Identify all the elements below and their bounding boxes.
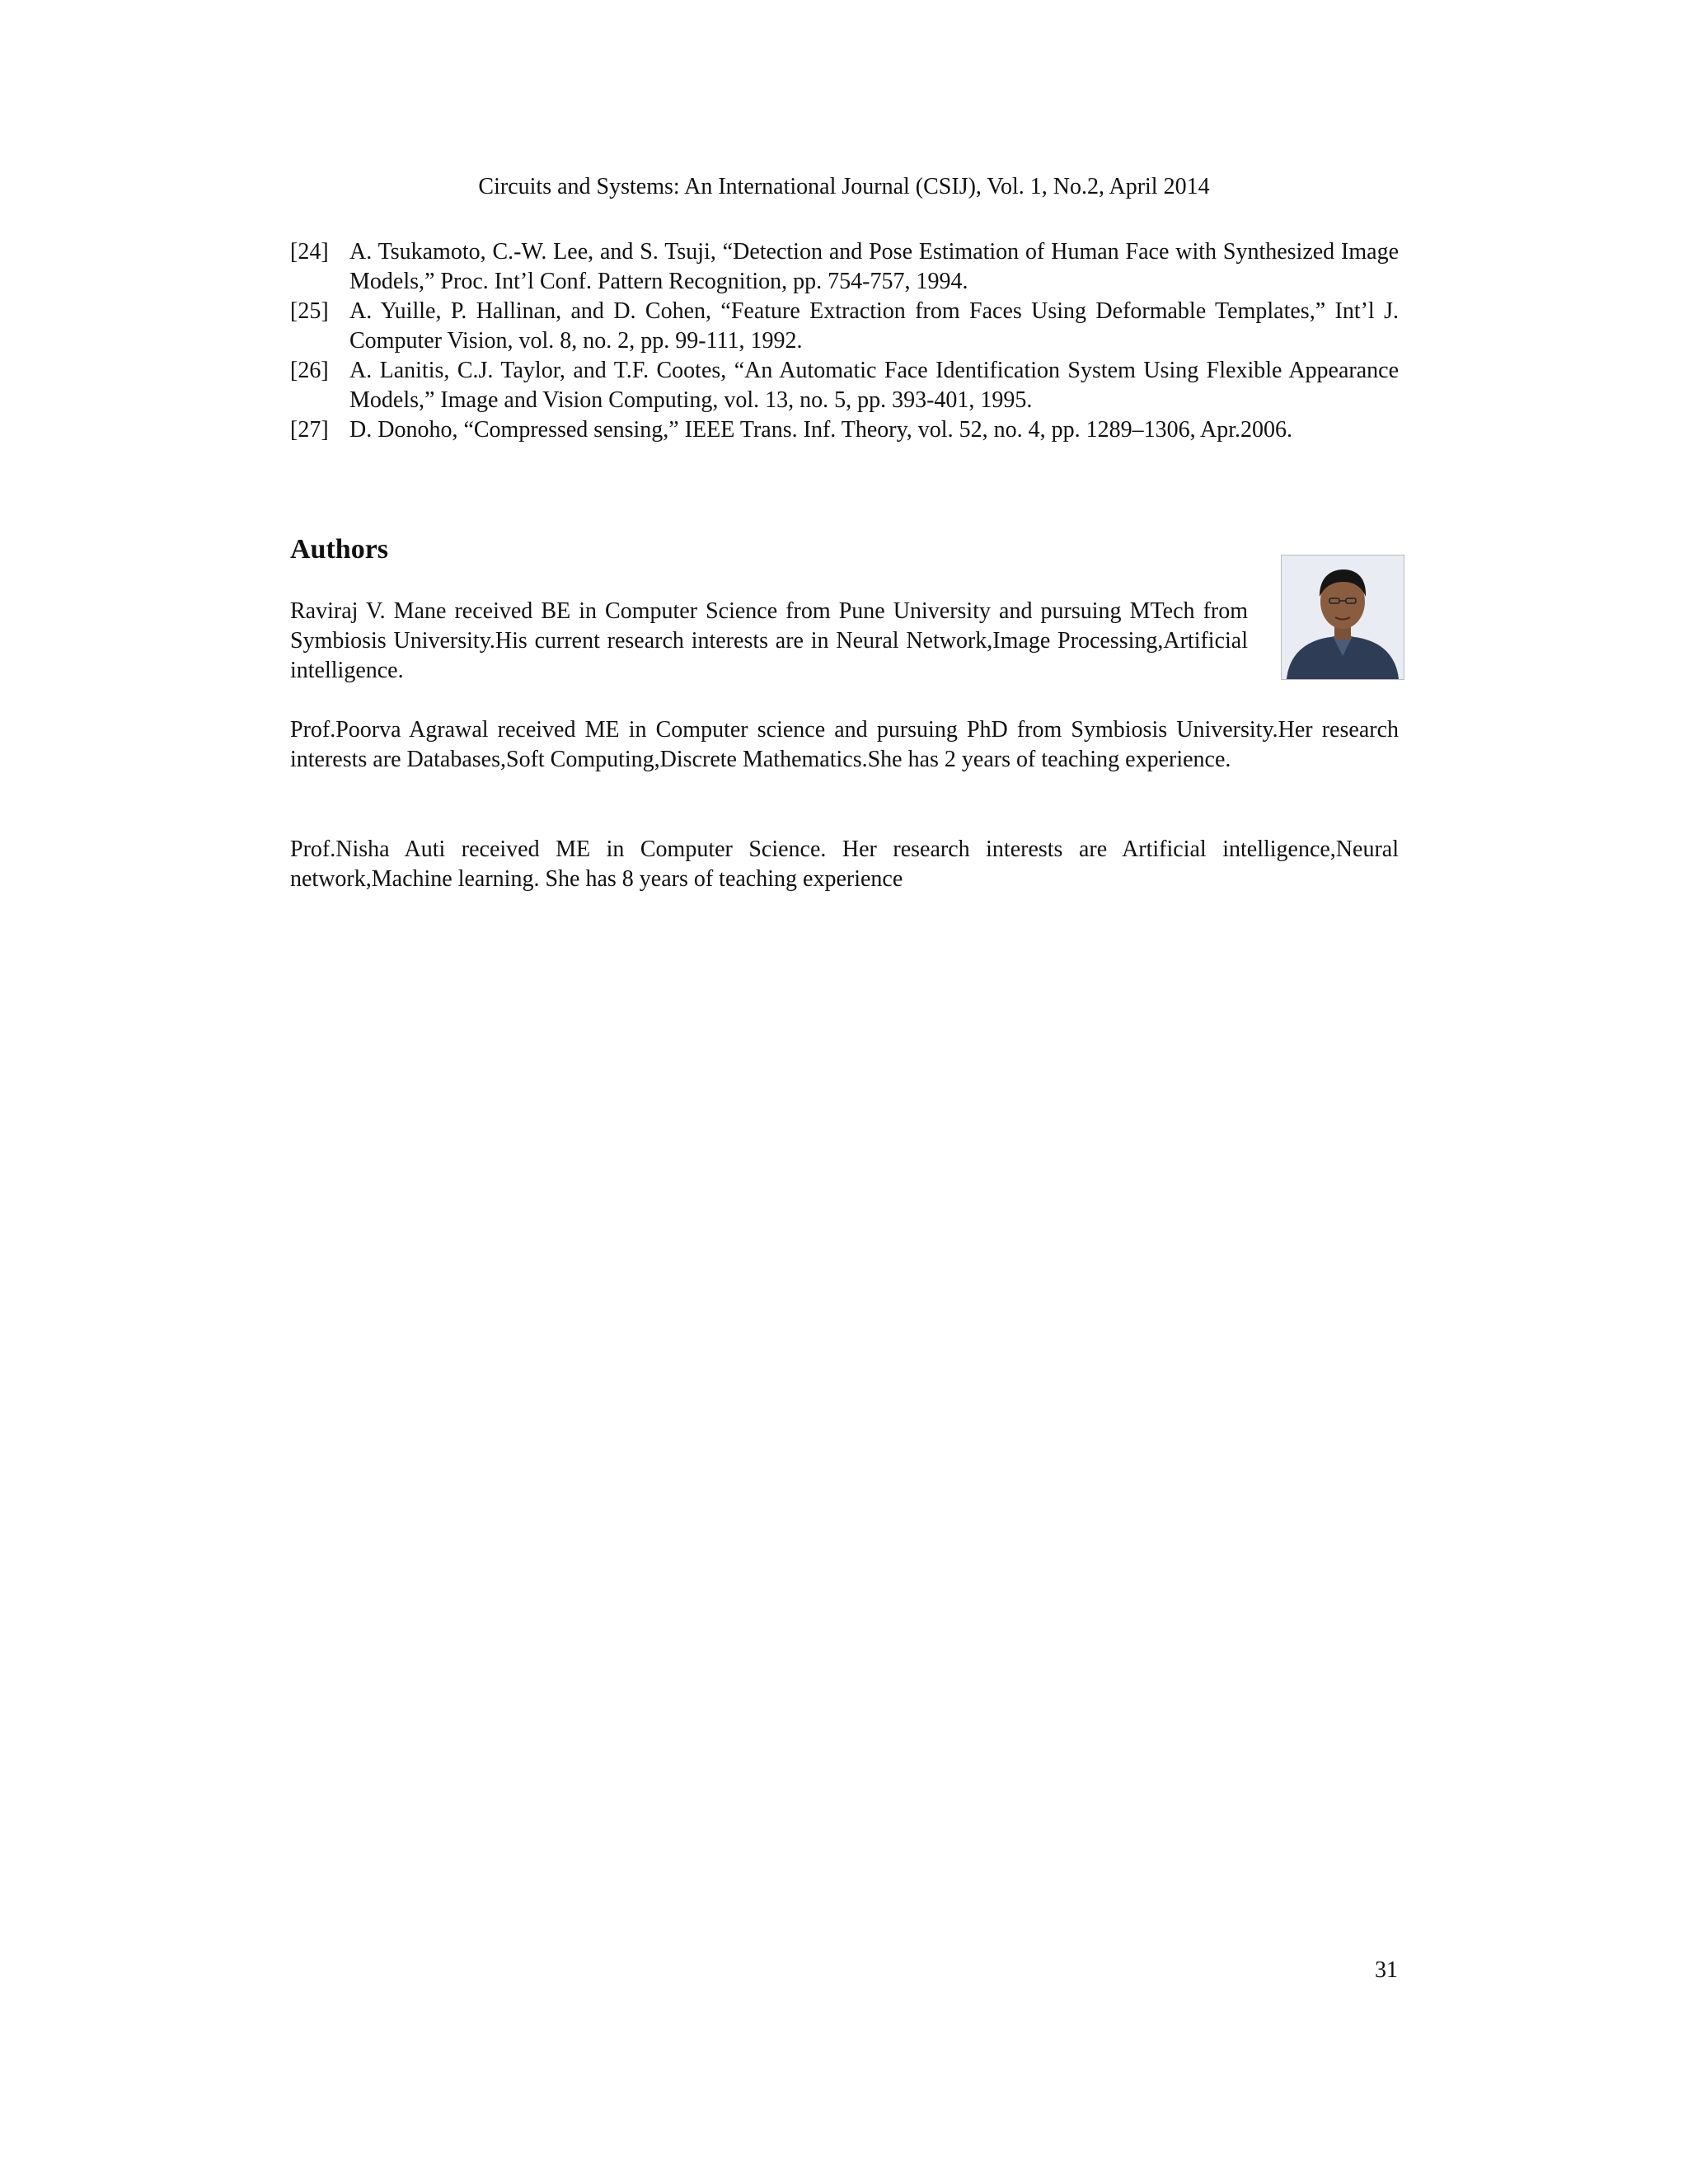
reference-number: [24] <box>290 239 329 265</box>
reference-list <box>290 237 1399 445</box>
author-portrait-image <box>1282 555 1404 679</box>
reference-item <box>290 297 1399 356</box>
reference-number: [27] <box>290 417 329 443</box>
authors-heading: Authors <box>290 534 389 565</box>
author-photo <box>1281 555 1404 680</box>
running-header: Circuits and Systems: An International Journal (CSIJ), Vol. 1, No.2, April 2014 <box>478 174 1210 199</box>
reference-number: [26] <box>290 358 329 383</box>
author-bio-mane: Raviraj V. Mane received BE in Computer Science from Pune University and pursuing MTech from Symbiosis University.His current research interests are in Neural Network,Image Processing,Artificial intelligence. <box>290 598 1248 683</box>
reference-text: A. Lanitis, C.J. Taylor, and T.F. Cootes, “An Automatic Face Identification System Using Flexible Appearance Models,” Image and Vision Computing, vol. 13, no. 5, pp. 393-401, 1995. <box>349 358 1399 413</box>
page-number: 31 <box>1375 1957 1398 1983</box>
reference-text: A. Yuille, P. Hallinan, and D. Cohen, “Feature Extraction from Faces Using Deformable Templates,” Int’l J. Computer Vision, vol. 8, no. 2, pp. 99-111, 1992. <box>349 298 1399 354</box>
reference-number: [25] <box>290 298 329 324</box>
reference-item <box>290 356 1399 415</box>
reference-text: A. Tsukamoto, C.-W. Lee, and S. Tsuji, “Detection and Pose Estimation of Human Face with Synthesized Image Models,” Proc. Int’l Conf. Pattern Recognition, pp. 754-757, 1994. <box>349 239 1399 294</box>
reference-text: D. Donoho, “Compressed sensing,” IEEE Trans. Inf. Theory, vol. 52, no. 4, pp. 1289–1306, Apr.2006. <box>349 417 1293 443</box>
reference-item <box>290 237 1399 297</box>
author-bio-auti: Prof.Nisha Auti received ME in Computer Science. Her research interests are Artificial intelligence,Neural network,Machine learning. She has 8 years of teaching experience <box>290 837 1399 892</box>
reference-item <box>290 415 1399 445</box>
author-bio-agrawal: Prof.Poorva Agrawal received ME in Computer science and pursuing PhD from Symbiosis University.Her research interests are Databases,Soft Computing,Discrete Mathematics.She has 2 years of teaching experience. <box>290 717 1399 772</box>
